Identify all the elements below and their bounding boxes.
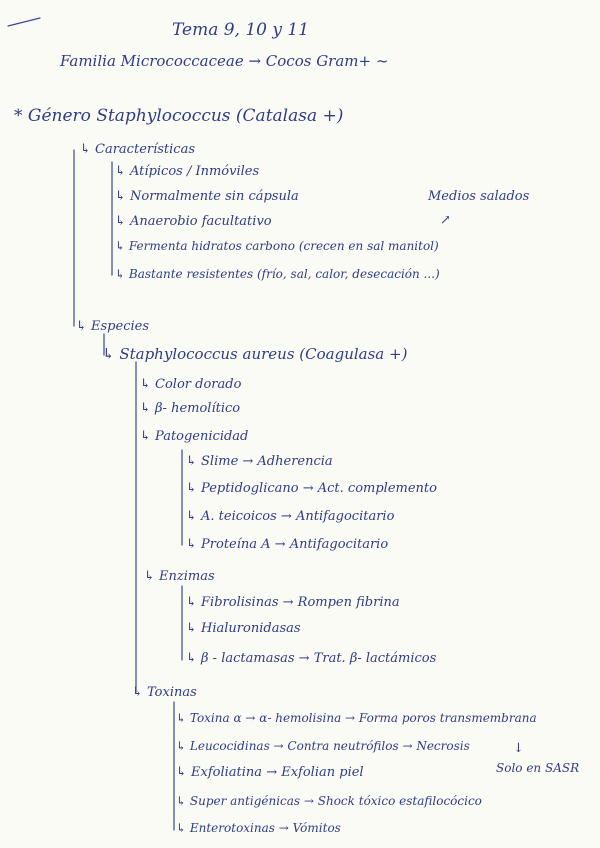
caracteristica-item: ↳ Normalmente sin cápsula	[115, 189, 299, 204]
especies-label: ↳ Especies	[76, 319, 150, 334]
patogenicidad-item: ↳ Slime → Adherencia	[186, 454, 333, 469]
toxina-item: ↳ Super antigénicas → Shock tóxico estafilocócico	[176, 794, 482, 808]
caracteristica-item: ↳ Bastante resistentes (frío, sal, calor, desecación ...)	[115, 267, 440, 281]
caracteristica-item: ↳ Atípicos / Inmóviles	[115, 164, 260, 179]
toxina-item: ↳ Exfoliatina → Exfolian piel	[176, 765, 364, 780]
toxina-item: ↳ Leucocidinas → Contra neutrófilos → Necrosis	[176, 739, 470, 753]
topic-title: Tema 9, 10 y 11	[172, 20, 310, 40]
toxina-item: ↳ Enterotoxinas → Vómitos	[176, 821, 341, 835]
enzimas-label: ↳ Enzimas	[144, 569, 215, 584]
patogenicidad-item: ↳ Proteína A → Antifagocitario	[186, 537, 389, 552]
side-note: Medios salados	[428, 189, 530, 204]
side-note-arrow-icon: ↗	[440, 213, 451, 228]
enzima-item: ↳ β - lactamasas → Trat. β- lactámicos	[186, 651, 437, 666]
caracteristica-item: ↳ Fermenta hidratos carbono (crecen en sal manitol)	[115, 239, 439, 253]
enzima-item: ↳ Fibrolisinas → Rompen fibrina	[186, 595, 400, 610]
toxina-item: ↳ Toxina α → α- hemolisina → Forma poros transmembrana	[176, 711, 537, 725]
family-heading: Familia Micrococcaceae → Cocos Gram+ ~	[60, 52, 389, 70]
species-trait: ↳ Color dorado	[140, 377, 242, 392]
caracteristicas-label: ↳ Características	[80, 142, 196, 157]
species-trait: ↳ β- hemolítico	[140, 401, 241, 416]
patogenicidad-item: ↳ Peptidoglicano → Act. complemento	[186, 481, 437, 496]
genus-heading: * Género Staphylococcus (Catalasa +)	[14, 106, 344, 126]
sasr-note: Solo en SASR	[496, 761, 580, 775]
species-name: ↳ Staphylococcus aureus (Coagulasa +)	[102, 345, 408, 363]
corner-pen-stroke	[8, 18, 40, 26]
patogenicidad-item: ↳ A. teicoicos → Antifagocitario	[186, 509, 395, 524]
sasr-note-arrow-icon: ↓	[513, 741, 524, 756]
toxinas-label: ↳ Toxinas	[132, 685, 197, 700]
caracteristica-item: ↳ Anaerobio facultativo	[115, 214, 272, 229]
enzima-item: ↳ Hialuronidasas	[186, 621, 301, 636]
patogenicidad-label: ↳ Patogenicidad	[140, 429, 249, 444]
